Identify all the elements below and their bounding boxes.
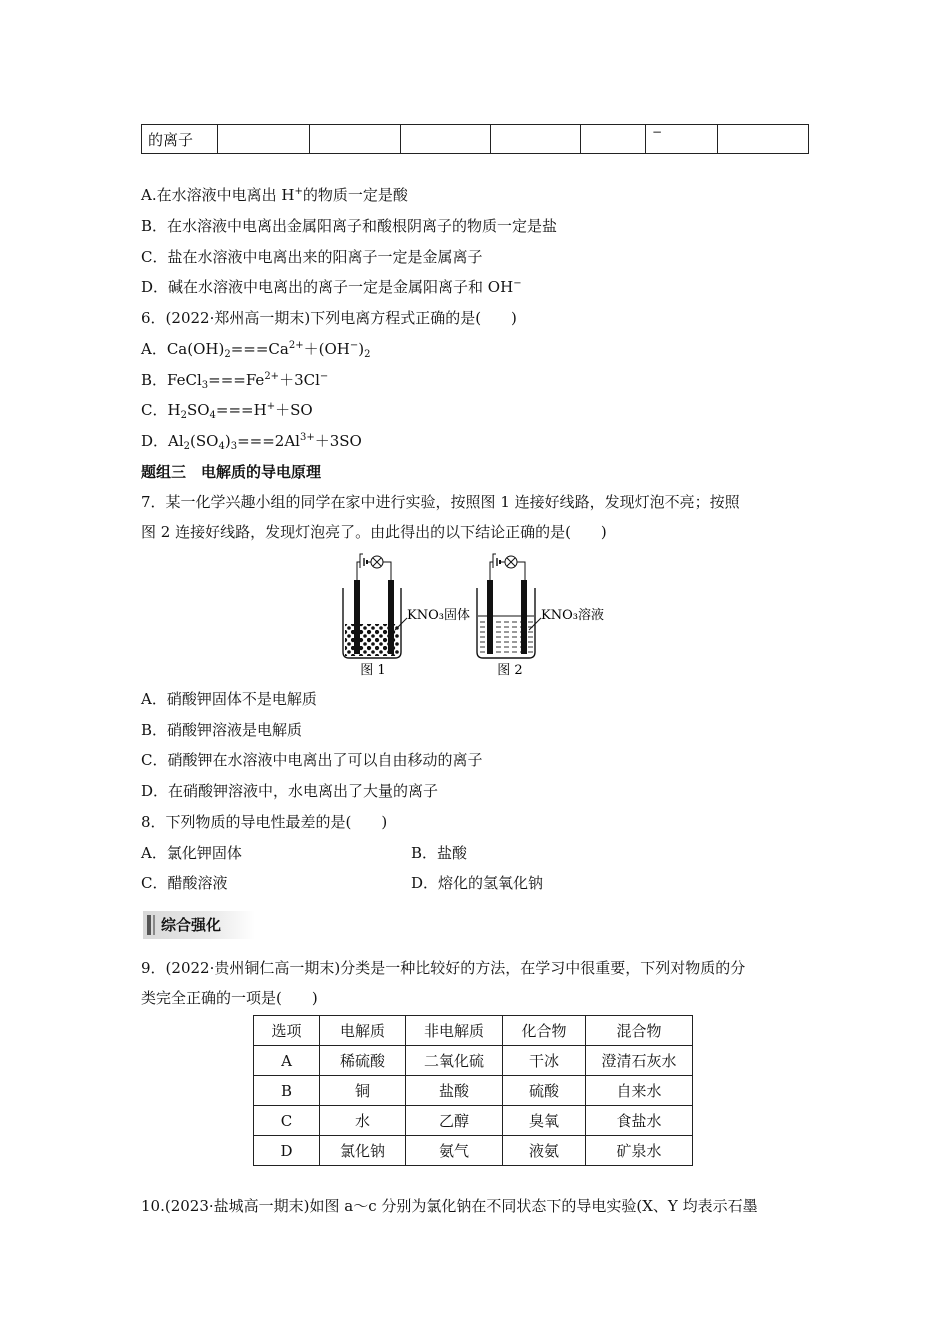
table-cell — [718, 125, 809, 154]
table-cell: 铜 — [320, 1076, 406, 1106]
table-cell-row-label: 的离子 — [142, 125, 218, 154]
q8-option-b: B．盐酸 — [411, 844, 468, 862]
table-header-cell: 非电解质 — [406, 1016, 503, 1046]
table-cell: C — [254, 1106, 320, 1136]
q7-option-c: C．硝酸钾在水溶液中电离出了可以自由移动的离子 — [141, 751, 483, 769]
table-cell: 氯化钠 — [320, 1136, 406, 1166]
table-cell: B — [254, 1076, 320, 1106]
q7-option-b: B．硝酸钾溶液是电解质 — [141, 721, 303, 739]
fig2-label: KNO₃溶液 — [541, 608, 604, 623]
table-cell — [491, 125, 581, 154]
q5-option-d: D．碱在水溶液中电离出的离子一定是金属阳离子和 OH− — [141, 278, 522, 296]
q8-option-a: A．氯化钾固体 — [141, 844, 242, 862]
table-cell-dash: − — [646, 125, 718, 154]
table-row — [142, 125, 809, 154]
q7-option-d: D．在硝酸钾溶液中，水电离出了大量的离子 — [141, 782, 439, 800]
q7-stem-line2: 图 2 连接好线路，发现灯泡亮了。由此得出的以下结论正确的是( ) — [141, 523, 607, 541]
group3-heading: 题组三 电解质的导电原理 — [141, 463, 322, 481]
table-cell: 硫酸 — [503, 1076, 586, 1106]
table-cell: 液氨 — [503, 1136, 586, 1166]
q6-option-c: C．$H_2SO_4===H^++SO$ — [141, 401, 313, 421]
table-header-cell: 化合物 — [503, 1016, 586, 1046]
figure-1-setup — [343, 554, 470, 678]
q8-option-d: D．熔化的氢氧化钠 — [411, 874, 544, 892]
q5-option-a: A.在水溶液中电离出 H+的物质一定是酸 — [141, 186, 408, 204]
q7-option-a: A．硝酸钾固体不是电解质 — [141, 690, 317, 708]
table-cell — [310, 125, 401, 154]
q6-option-d: D．$Al_2(SO_4)_3===2Al^{3+}+3SO$ — [141, 432, 362, 452]
table-row — [254, 1046, 693, 1076]
q6-option-b: B．$FeCl_3===Fe^{2+}+3Cl^-$ — [141, 371, 329, 391]
fig1-caption: 图 1 — [360, 663, 386, 678]
table-row — [254, 1136, 693, 1166]
section-title: 综合强化 — [161, 916, 222, 934]
table-header-cell: 混合物 — [586, 1016, 693, 1046]
table-cell: 氨气 — [406, 1136, 503, 1166]
table-header-cell: 选项 — [254, 1016, 320, 1046]
top-table-fragment — [141, 124, 809, 154]
q9-stem-line1: 9．(2022·贵州铜仁高一期末)分类是一种比较好的方法，在学习中很重要，下列对物质的分 — [141, 959, 746, 977]
q6-stem: 6．(2022·郑州高一期末)下列电离方程式正确的是( ) — [141, 309, 517, 327]
table-row — [254, 1106, 693, 1136]
table-cell: 矿泉水 — [586, 1136, 693, 1166]
q8-stem: 8．下列物质的导电性最差的是( ) — [141, 813, 388, 831]
table-cell: 稀硫酸 — [320, 1046, 406, 1076]
table-header-row — [254, 1016, 693, 1046]
q10-stem-line1: 10.(2023·盐城高一期末)如图 a～c 分别为氯化钠在不同状态下的导电实验(X、Y 均表示石墨 — [141, 1197, 758, 1215]
q5-option-b: B．在水溶液中电离出金属阳离子和酸根阴离子的物质一定是盐 — [141, 217, 558, 235]
table-cell: 盐酸 — [406, 1076, 503, 1106]
table-cell: 澄清石灰水 — [586, 1046, 693, 1076]
section-bar-icon — [147, 915, 151, 935]
q9-stem-line2: 类完全正确的一项是( ) — [141, 989, 318, 1007]
table-cell — [401, 125, 491, 154]
fig1-label: KNO₃固体 — [407, 608, 470, 623]
table-row — [254, 1076, 693, 1106]
table-cell: 二氧化硫 — [406, 1046, 503, 1076]
table-cell — [218, 125, 310, 154]
table-cell: A — [254, 1046, 320, 1076]
q9-classification-table — [253, 1015, 693, 1166]
table-header-cell: 电解质 — [320, 1016, 406, 1046]
q7-figure — [335, 550, 625, 682]
figure-2-setup — [477, 554, 604, 678]
table-cell: 干冰 — [503, 1046, 586, 1076]
q5-option-c: C．盐在水溶液中电离出来的阳离子一定是金属离子 — [141, 248, 483, 266]
section-bar-icon — [153, 915, 155, 935]
table-cell — [581, 125, 646, 154]
table-cell: 自来水 — [586, 1076, 693, 1106]
table-cell: 乙醇 — [406, 1106, 503, 1136]
table-cell: 臭氧 — [503, 1106, 586, 1136]
q7-stem-line1: 7．某一化学兴趣小组的同学在家中进行实验，按照图 1 连接好线路，发现灯泡不亮；按照 — [141, 493, 740, 511]
q6-option-a: A．$Ca(OH)_2===Ca^{2+}+(OH^-)_2$ — [141, 340, 371, 360]
table-cell: 水 — [320, 1106, 406, 1136]
table-cell: D — [254, 1136, 320, 1166]
table-cell: 食盐水 — [586, 1106, 693, 1136]
q8-option-c: C．醋酸溶液 — [141, 874, 228, 892]
section-header — [143, 911, 255, 939]
fig2-caption: 图 2 — [497, 663, 523, 678]
